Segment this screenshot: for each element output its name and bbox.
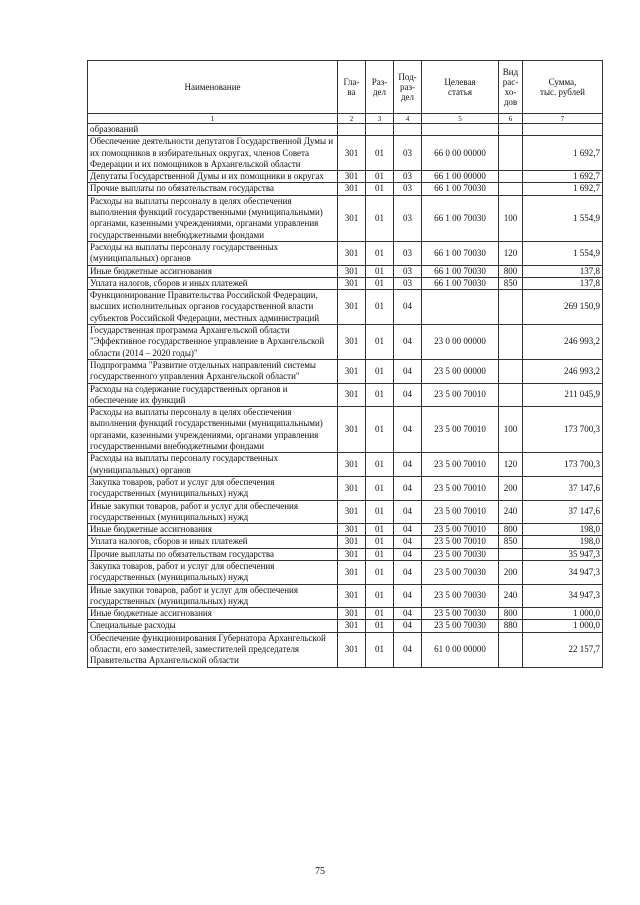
cell-target: 66 0 00 00000	[422, 136, 499, 171]
cell-chapter: 301	[338, 277, 366, 289]
cell-chapter: 301	[338, 171, 366, 183]
table-row	[88, 632, 603, 667]
column-number: 7	[523, 114, 603, 124]
cell-chapter: 301	[338, 265, 366, 277]
table-row	[88, 524, 603, 536]
cell-section: 01	[366, 183, 394, 195]
header-target: Целевая статья	[422, 61, 499, 114]
cell-subsection: 04	[394, 536, 422, 548]
column-number: 6	[499, 114, 523, 124]
column-number: 4	[394, 114, 422, 124]
cell-target	[422, 124, 499, 136]
cell-target: 66 1 00 70030	[422, 277, 499, 289]
cell-amount: 1 692,7	[523, 136, 603, 171]
cell-chapter: 301	[338, 476, 366, 500]
cell-section: 01	[366, 536, 394, 548]
table-row	[88, 620, 603, 632]
cell-target: 23 5 00 70030	[422, 620, 499, 632]
cell-chapter: 301	[338, 548, 366, 560]
cell-section: 01	[366, 325, 394, 360]
cell-subsection: 04	[394, 632, 422, 667]
cell-name: Депутаты Государственной Думы и их помощники в округах	[88, 171, 338, 183]
cell-expense-type: 880	[499, 620, 523, 632]
cell-amount: 246 993,2	[523, 325, 603, 360]
cell-target: 23 5 00 70030	[422, 608, 499, 620]
cell-subsection: 03	[394, 277, 422, 289]
cell-chapter: 301	[338, 560, 366, 584]
cell-section: 01	[366, 453, 394, 477]
cell-chapter: 301	[338, 620, 366, 632]
cell-name: Иные бюджетные ассигнования	[88, 265, 338, 277]
table-row	[88, 383, 603, 407]
header-expense-type: Вид рас- хо- дов	[499, 61, 523, 114]
column-number: 3	[366, 114, 394, 124]
cell-name: Расходы на выплаты персоналу в целях обеспечения выполнения функций государственными (муниципальными) органами, казенными учреждениями, органами управления государственными внебюджетными фондами	[88, 407, 338, 453]
cell-subsection: 04	[394, 325, 422, 360]
cell-chapter: 301	[338, 195, 366, 241]
cell-expense-type: 240	[499, 584, 523, 608]
table-row	[88, 453, 603, 477]
cell-expense-type	[499, 325, 523, 360]
cell-section: 01	[366, 560, 394, 584]
cell-chapter: 301	[338, 359, 366, 383]
cell-chapter: 301	[338, 608, 366, 620]
table-row	[88, 476, 603, 500]
cell-subsection: 03	[394, 195, 422, 241]
cell-subsection: 04	[394, 407, 422, 453]
cell-expense-type	[499, 136, 523, 171]
column-number: 5	[422, 114, 499, 124]
cell-amount: 37 147,6	[523, 476, 603, 500]
cell-chapter: 301	[338, 584, 366, 608]
cell-expense-type	[499, 171, 523, 183]
cell-amount: 1 692,7	[523, 171, 603, 183]
cell-name: Государственная программа Архангельской области "Эффективное государственное управление в Архангельской области (2014 – 2020 годы)"	[88, 325, 338, 360]
table-row	[88, 325, 603, 360]
cell-target: 61 0 00 00000	[422, 632, 499, 667]
cell-chapter: 301	[338, 383, 366, 407]
cell-amount: 173 700,3	[523, 407, 603, 453]
cell-subsection: 03	[394, 265, 422, 277]
cell-amount: 34 947,3	[523, 584, 603, 608]
cell-subsection: 04	[394, 453, 422, 477]
cell-chapter: 301	[338, 183, 366, 195]
cell-target: 23 5 00 70010	[422, 476, 499, 500]
cell-name: Прочие выплаты по обязательствам государства	[88, 183, 338, 195]
cell-chapter: 301	[338, 241, 366, 265]
cell-chapter: 301	[338, 325, 366, 360]
cell-amount: 211 045,9	[523, 383, 603, 407]
table-row	[88, 608, 603, 620]
column-number: 2	[338, 114, 366, 124]
cell-subsection: 04	[394, 620, 422, 632]
cell-target: 66 1 00 70030	[422, 241, 499, 265]
cell-section: 01	[366, 290, 394, 325]
cell-target: 23 5 00 70010	[422, 453, 499, 477]
cell-subsection: 04	[394, 359, 422, 383]
cell-name: Расходы на содержание государственных органов и обеспечение их функций	[88, 383, 338, 407]
cell-name: Уплата налогов, сборов и иных платежей	[88, 277, 338, 289]
cell-section: 01	[366, 608, 394, 620]
table-row	[88, 536, 603, 548]
cell-expense-type: 850	[499, 277, 523, 289]
table-row	[88, 171, 603, 183]
cell-amount: 198,0	[523, 536, 603, 548]
cell-target: 23 5 00 70010	[422, 536, 499, 548]
cell-target: 66 1 00 70030	[422, 183, 499, 195]
cell-target: 23 5 00 70010	[422, 500, 499, 524]
budget-table	[87, 60, 603, 668]
cell-name: Обеспечение деятельности депутатов Государственной Думы и их помощников в избирательных округах, членов Совета Федерации и их помощников в Архангельской области	[88, 136, 338, 171]
cell-expense-type: 200	[499, 476, 523, 500]
cell-target: 23 5 00 70010	[422, 383, 499, 407]
cell-expense-type: 120	[499, 241, 523, 265]
cell-expense-type: 120	[499, 453, 523, 477]
table-row	[88, 241, 603, 265]
cell-name: Иные закупки товаров, работ и услуг для обеспечения государственных (муниципальных) нужд	[88, 500, 338, 524]
cell-subsection	[394, 124, 422, 136]
cell-section: 01	[366, 171, 394, 183]
cell-target: 66 1 00 70030	[422, 265, 499, 277]
cell-name: Иные бюджетные ассигнования	[88, 524, 338, 536]
cell-chapter: 301	[338, 500, 366, 524]
header-subsection: Под- раз- дел	[394, 61, 422, 114]
table-row	[88, 265, 603, 277]
cell-section: 01	[366, 524, 394, 536]
cell-section: 01	[366, 265, 394, 277]
cell-amount: 22 157,7	[523, 632, 603, 667]
cell-expense-type: 850	[499, 536, 523, 548]
cell-expense-type	[499, 290, 523, 325]
cell-subsection: 04	[394, 548, 422, 560]
table-row	[88, 407, 603, 453]
cell-target: 23 5 00 70030	[422, 560, 499, 584]
cell-amount: 137,8	[523, 277, 603, 289]
table-row	[88, 290, 603, 325]
table-row	[88, 500, 603, 524]
cell-section: 01	[366, 500, 394, 524]
cell-section: 01	[366, 620, 394, 632]
cell-amount: 198,0	[523, 524, 603, 536]
cell-subsection: 04	[394, 500, 422, 524]
cell-chapter: 301	[338, 453, 366, 477]
cell-subsection: 04	[394, 560, 422, 584]
cell-expense-type: 100	[499, 407, 523, 453]
cell-amount: 137,8	[523, 265, 603, 277]
cell-subsection: 03	[394, 171, 422, 183]
cell-amount: 1 692,7	[523, 183, 603, 195]
cell-target: 66 1 00 00000	[422, 171, 499, 183]
cell-section: 01	[366, 407, 394, 453]
cell-amount: 173 700,3	[523, 453, 603, 477]
cell-subsection: 04	[394, 584, 422, 608]
table-row	[88, 584, 603, 608]
cell-name: Подпрограмма "Развитие отдельных направлений системы государственного управления Архангельской области"	[88, 359, 338, 383]
column-number: 1	[88, 114, 338, 124]
cell-section: 01	[366, 359, 394, 383]
header-amount: Сумма, тыс. рублей	[523, 61, 603, 114]
cell-subsection: 04	[394, 383, 422, 407]
cell-target: 23 5 00 00000	[422, 359, 499, 383]
cell-chapter: 301	[338, 632, 366, 667]
cell-expense-type: 200	[499, 560, 523, 584]
cell-target: 66 1 00 70030	[422, 195, 499, 241]
cell-amount: 269 150,9	[523, 290, 603, 325]
cell-name: Расходы на выплаты персоналу государственных (муниципальных) органов	[88, 241, 338, 265]
table-row	[88, 183, 603, 195]
cell-expense-type	[499, 124, 523, 136]
cell-section: 01	[366, 476, 394, 500]
cell-expense-type: 240	[499, 500, 523, 524]
column-number-row	[88, 114, 603, 124]
cell-amount	[523, 124, 603, 136]
cell-name: образований	[88, 124, 338, 136]
cell-chapter: 301	[338, 524, 366, 536]
cell-expense-type	[499, 183, 523, 195]
table-row	[88, 548, 603, 560]
cell-subsection: 04	[394, 290, 422, 325]
cell-expense-type	[499, 383, 523, 407]
cell-section: 01	[366, 632, 394, 667]
cell-name: Специальные расходы	[88, 620, 338, 632]
cell-chapter: 301	[338, 136, 366, 171]
cell-expense-type: 800	[499, 265, 523, 277]
cell-name: Закупка товаров, работ и услуг для обеспечения государственных (муниципальных) нужд	[88, 560, 338, 584]
cell-amount: 1 554,9	[523, 195, 603, 241]
header-name: Наименование	[88, 61, 338, 114]
cell-chapter	[338, 124, 366, 136]
cell-amount: 37 147,6	[523, 500, 603, 524]
header-chapter: Гла- ва	[338, 61, 366, 114]
cell-name: Прочие выплаты по обязательствам государства	[88, 548, 338, 560]
cell-target: 23 5 00 70030	[422, 548, 499, 560]
cell-section: 01	[366, 277, 394, 289]
cell-expense-type: 800	[499, 524, 523, 536]
cell-amount: 246 993,2	[523, 359, 603, 383]
cell-amount: 1 000,0	[523, 608, 603, 620]
cell-amount: 1 554,9	[523, 241, 603, 265]
cell-chapter: 301	[338, 407, 366, 453]
cell-section: 01	[366, 241, 394, 265]
cell-expense-type	[499, 632, 523, 667]
cell-expense-type: 800	[499, 608, 523, 620]
cell-expense-type	[499, 359, 523, 383]
cell-amount: 1 000,0	[523, 620, 603, 632]
cell-target: 23 0 00 00000	[422, 325, 499, 360]
table-row	[88, 124, 603, 136]
cell-section: 01	[366, 136, 394, 171]
cell-subsection: 03	[394, 136, 422, 171]
cell-name: Расходы на выплаты персоналу государственных (муниципальных) органов	[88, 453, 338, 477]
cell-amount: 35 947,3	[523, 548, 603, 560]
page-number: 75	[315, 866, 325, 877]
cell-section: 01	[366, 584, 394, 608]
cell-subsection: 04	[394, 608, 422, 620]
cell-section: 01	[366, 195, 394, 241]
cell-chapter: 301	[338, 536, 366, 548]
table-row	[88, 560, 603, 584]
cell-name: Функционирование Правительства Российской Федерации, высших исполнительных органов государственной власти субъектов Российской Федерации, местных администраций	[88, 290, 338, 325]
cell-target: 23 5 00 70010	[422, 524, 499, 536]
cell-subsection: 03	[394, 241, 422, 265]
header-section: Раз- дел	[366, 61, 394, 114]
table-row	[88, 277, 603, 289]
cell-name: Расходы на выплаты персоналу в целях обеспечения выполнения функций государственными (муниципальными) органами, казенными учреждениями, органами управления государственными внебюджетными фондами	[88, 195, 338, 241]
cell-section: 01	[366, 383, 394, 407]
cell-target: 23 5 00 70030	[422, 584, 499, 608]
cell-subsection: 04	[394, 476, 422, 500]
cell-section: 01	[366, 548, 394, 560]
cell-name: Обеспечение функционирования Губернатора Архангельской области, его заместителей, заместителей председателя Правительства Архангельской области	[88, 632, 338, 667]
cell-name: Иные закупки товаров, работ и услуг для обеспечения государственных (муниципальных) нужд	[88, 584, 338, 608]
cell-subsection: 04	[394, 524, 422, 536]
cell-target	[422, 290, 499, 325]
cell-name: Иные бюджетные ассигнования	[88, 608, 338, 620]
table-row	[88, 136, 603, 171]
table-row	[88, 195, 603, 241]
cell-name: Уплата налогов, сборов и иных платежей	[88, 536, 338, 548]
cell-chapter: 301	[338, 290, 366, 325]
cell-name: Закупка товаров, работ и услуг для обеспечения государственных (муниципальных) нужд	[88, 476, 338, 500]
cell-expense-type: 100	[499, 195, 523, 241]
cell-target: 23 5 00 70010	[422, 407, 499, 453]
cell-expense-type	[499, 548, 523, 560]
cell-section	[366, 124, 394, 136]
table-row	[88, 359, 603, 383]
table-header-row	[88, 61, 603, 114]
cell-subsection: 03	[394, 183, 422, 195]
cell-amount: 34 947,3	[523, 560, 603, 584]
